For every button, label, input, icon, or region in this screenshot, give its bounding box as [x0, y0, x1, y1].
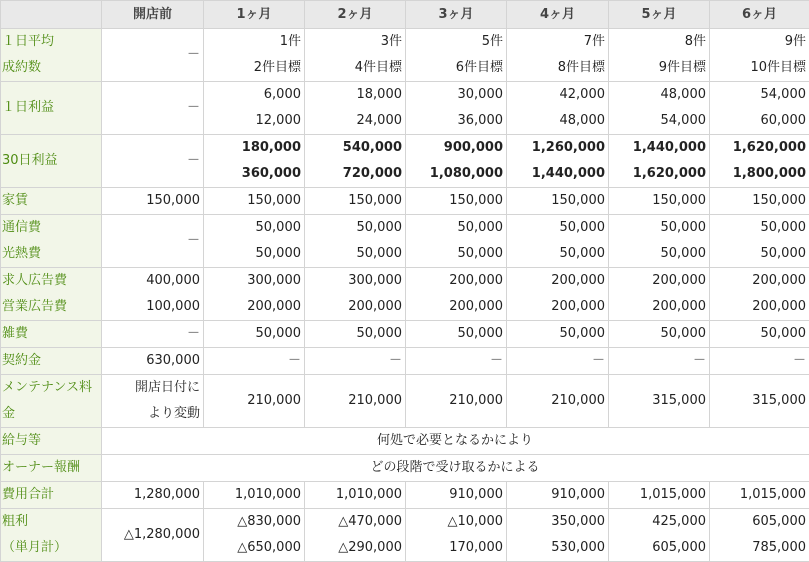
header-cell-corner [1, 1, 102, 29]
header-cell-month-5: 5ヶ月 [609, 1, 710, 29]
row-advertising [1, 268, 809, 321]
cell-value: 50,000 [509, 241, 605, 267]
cell-value: 54,000 [611, 108, 706, 134]
header-cell-month-6: 6ヶ月 [710, 1, 809, 29]
cell-month-3 [406, 268, 507, 321]
row-label-deals [1, 29, 102, 82]
row-label-line: 通信費 [2, 215, 99, 241]
cell-value: 60,000 [712, 108, 806, 134]
row-maintenance [1, 375, 809, 428]
cell-month-1: 210,000 [204, 375, 305, 428]
cell-value: 1,620,000 [611, 161, 706, 187]
cell-target: 9件目標 [611, 55, 706, 81]
cell-value: 180,000 [206, 135, 301, 161]
cell-month-5: 1,015,000 [609, 482, 710, 509]
row-gross-profit [1, 509, 809, 562]
cell-value: 12,000 [206, 108, 301, 134]
cell-month-2: 150,000 [305, 188, 406, 215]
cell-value: 1件 [206, 29, 301, 55]
cell-value: 200,000 [611, 268, 706, 294]
row-contract-fee [1, 348, 809, 375]
cell-note: 開店日付に [104, 375, 200, 401]
cell-month-2 [305, 268, 406, 321]
row-label-line: 成約数 [2, 55, 99, 81]
cell-value: 50,000 [712, 215, 806, 241]
cell-month-6 [710, 135, 809, 188]
cell-month-1: 150,000 [204, 188, 305, 215]
cell-pre-opening [102, 375, 204, 428]
cell-month-1: － [204, 348, 305, 375]
row-label-communication-utilities [1, 215, 102, 268]
cell-value: 785,000 [712, 535, 806, 561]
cell-value: 50,000 [408, 215, 503, 241]
row-label-line: 金 [2, 401, 99, 427]
cell-value: 200,000 [408, 294, 503, 320]
cell-value: 350,000 [509, 509, 605, 535]
cell-month-2: 210,000 [305, 375, 406, 428]
cell-value: 425,000 [611, 509, 706, 535]
cell-month-3 [406, 29, 507, 82]
cell-value: 50,000 [509, 215, 605, 241]
cell-value: 200,000 [408, 268, 503, 294]
cell-value: 1,260,000 [509, 135, 605, 161]
cell-month-2 [305, 509, 406, 562]
cell-salary-note: 何処で必要となるかにより [102, 428, 809, 455]
cell-value: 1,800,000 [712, 161, 806, 187]
row-label-salary: 給与等 [1, 428, 102, 455]
row-deals [1, 29, 809, 82]
cell-value: 50,000 [206, 215, 301, 241]
cell-month-6 [710, 268, 809, 321]
row-label-gross-profit [1, 509, 102, 562]
cell-pre-opening: － [102, 135, 204, 188]
cell-month-6: 315,000 [710, 375, 809, 428]
cell-value: 300,000 [206, 268, 301, 294]
row-label-line: 粗利 [2, 509, 99, 535]
cell-value: 200,000 [712, 268, 806, 294]
cell-month-6 [710, 29, 809, 82]
row-owner-compensation [1, 455, 809, 482]
cell-month-2: 1,010,000 [305, 482, 406, 509]
header-cell-pre-opening: 開店前 [102, 1, 204, 29]
cell-value: 1,620,000 [712, 135, 806, 161]
cell-month-5: － [609, 348, 710, 375]
row-label-daily-profit: １日利益 [1, 82, 102, 135]
row-label-line: １日平均 [2, 29, 99, 55]
cell-month-1 [204, 268, 305, 321]
cell-value: 605,000 [712, 509, 806, 535]
cell-value: 605,000 [611, 535, 706, 561]
cell-value: 1,440,000 [509, 161, 605, 187]
cell-value: 42,000 [509, 82, 605, 108]
cell-target: 2件目標 [206, 55, 301, 81]
cell-month-1 [204, 215, 305, 268]
cell-month-3: 910,000 [406, 482, 507, 509]
cell-value: 200,000 [712, 294, 806, 320]
cell-month-3: 50,000 [406, 321, 507, 348]
cell-month-5: 315,000 [609, 375, 710, 428]
cell-month-2: 50,000 [305, 321, 406, 348]
cell-value: 5件 [408, 29, 503, 55]
cell-owner-note: どの段階で受け取るかによる [102, 455, 809, 482]
cell-value: 200,000 [307, 294, 402, 320]
cell-month-2 [305, 29, 406, 82]
cell-month-6 [710, 509, 809, 562]
cell-value: 6,000 [206, 82, 301, 108]
cell-pre-opening: 630,000 [102, 348, 204, 375]
cell-month-6: 1,015,000 [710, 482, 809, 509]
cell-target: 10件目標 [712, 55, 806, 81]
cell-month-5 [609, 509, 710, 562]
cell-pre-opening [102, 268, 204, 321]
cell-month-1 [204, 82, 305, 135]
cell-value: 100,000 [104, 294, 200, 320]
cell-month-5: 150,000 [609, 188, 710, 215]
header-cell-month-3: 3ヶ月 [406, 1, 507, 29]
header-row [1, 1, 809, 29]
cell-month-3 [406, 509, 507, 562]
cell-month-3 [406, 82, 507, 135]
cell-value: 360,000 [206, 161, 301, 187]
row-label-contract-fee: 契約金 [1, 348, 102, 375]
cell-value: △470,000 [307, 509, 402, 535]
cell-month-4: 910,000 [507, 482, 609, 509]
cell-month-1: 1,010,000 [204, 482, 305, 509]
cell-value: 50,000 [611, 215, 706, 241]
row-daily-profit [1, 82, 809, 135]
cell-month-6 [710, 82, 809, 135]
cell-value: 50,000 [712, 241, 806, 267]
cell-value: 36,000 [408, 108, 503, 134]
cell-value: 900,000 [408, 135, 503, 161]
row-30day-profit [1, 135, 809, 188]
cell-value: 48,000 [611, 82, 706, 108]
cell-month-1 [204, 29, 305, 82]
cell-value: △650,000 [206, 535, 301, 561]
row-label-30day-profit: 30日利益 [1, 135, 102, 188]
cell-month-3: 210,000 [406, 375, 507, 428]
cell-pre-opening: － [102, 82, 204, 135]
cell-value: 54,000 [712, 82, 806, 108]
cell-pre-opening: － [102, 321, 204, 348]
cell-value: 48,000 [509, 108, 605, 134]
cell-value: 400,000 [104, 268, 200, 294]
row-label-rent: 家賃 [1, 188, 102, 215]
row-label-line: （単月計） [2, 535, 99, 561]
cell-pre-opening: △1,280,000 [102, 509, 204, 562]
cell-value: △290,000 [307, 535, 402, 561]
cell-value: 50,000 [307, 215, 402, 241]
cell-month-4 [507, 29, 609, 82]
cell-value: 1,440,000 [611, 135, 706, 161]
cell-pre-opening: － [102, 29, 204, 82]
cell-month-4: 210,000 [507, 375, 609, 428]
cell-value: 50,000 [408, 241, 503, 267]
cell-month-3: 150,000 [406, 188, 507, 215]
cell-month-4: 150,000 [507, 188, 609, 215]
cell-value: 200,000 [509, 268, 605, 294]
cell-month-4 [507, 268, 609, 321]
cell-month-5 [609, 29, 710, 82]
cell-month-1 [204, 135, 305, 188]
cell-value: 24,000 [307, 108, 402, 134]
cell-month-2 [305, 215, 406, 268]
cell-value: 200,000 [509, 294, 605, 320]
cell-month-5 [609, 215, 710, 268]
cell-value: 300,000 [307, 268, 402, 294]
cell-month-6 [710, 215, 809, 268]
cell-value: 200,000 [206, 294, 301, 320]
cell-value: 200,000 [611, 294, 706, 320]
cell-month-1: 50,000 [204, 321, 305, 348]
cell-target: 4件目標 [307, 55, 402, 81]
cell-month-4 [507, 82, 609, 135]
cell-value: 50,000 [307, 241, 402, 267]
cell-value: △830,000 [206, 509, 301, 535]
cell-value: 170,000 [408, 535, 503, 561]
cell-month-3 [406, 135, 507, 188]
row-label-maintenance [1, 375, 102, 428]
cell-month-1 [204, 509, 305, 562]
row-label-line: 求人広告費 [2, 268, 99, 294]
row-label-misc: 雑費 [1, 321, 102, 348]
cell-month-4 [507, 509, 609, 562]
cell-value: 3件 [307, 29, 402, 55]
row-misc [1, 321, 809, 348]
cell-value: 9件 [712, 29, 806, 55]
cell-month-5: 50,000 [609, 321, 710, 348]
cell-value: 720,000 [307, 161, 402, 187]
row-label-line: 光熱費 [2, 241, 99, 267]
cell-month-2 [305, 135, 406, 188]
cell-pre-opening: 150,000 [102, 188, 204, 215]
header-cell-month-1: 1ヶ月 [204, 1, 305, 29]
cell-value: 7件 [509, 29, 605, 55]
cell-pre-opening: 1,280,000 [102, 482, 204, 509]
row-label-owner-compensation: オーナー報酬 [1, 455, 102, 482]
row-rent [1, 188, 809, 215]
cell-month-6: 50,000 [710, 321, 809, 348]
cell-month-4: － [507, 348, 609, 375]
cell-month-4 [507, 215, 609, 268]
row-label-line: 営業広告費 [2, 294, 99, 320]
cell-month-5 [609, 135, 710, 188]
cell-value: 30,000 [408, 82, 503, 108]
cell-month-6: － [710, 348, 809, 375]
cell-note: より変動 [104, 401, 200, 427]
cell-month-5 [609, 268, 710, 321]
cell-value: 530,000 [509, 535, 605, 561]
cell-value: 50,000 [611, 241, 706, 267]
cell-month-3 [406, 215, 507, 268]
cell-value: 18,000 [307, 82, 402, 108]
cell-month-6: 150,000 [710, 188, 809, 215]
header-cell-month-2: 2ヶ月 [305, 1, 406, 29]
row-total-cost [1, 482, 809, 509]
row-label-line: メンテナンス料 [2, 375, 99, 401]
cell-value: 540,000 [307, 135, 402, 161]
cell-value: 50,000 [206, 241, 301, 267]
cell-month-4 [507, 135, 609, 188]
cell-target: 6件目標 [408, 55, 503, 81]
row-label-advertising [1, 268, 102, 321]
cell-value: 1,080,000 [408, 161, 503, 187]
cell-month-2 [305, 82, 406, 135]
cell-month-2: － [305, 348, 406, 375]
cell-value: △10,000 [408, 509, 503, 535]
cell-month-3: － [406, 348, 507, 375]
cell-month-5 [609, 82, 710, 135]
cell-value: 8件 [611, 29, 706, 55]
header-cell-month-4: 4ヶ月 [507, 1, 609, 29]
cell-month-4: 50,000 [507, 321, 609, 348]
cell-pre-opening: － [102, 215, 204, 268]
row-salary [1, 428, 809, 455]
row-label-total-cost: 費用合計 [1, 482, 102, 509]
row-communication-utilities [1, 215, 809, 268]
cell-target: 8件目標 [509, 55, 605, 81]
